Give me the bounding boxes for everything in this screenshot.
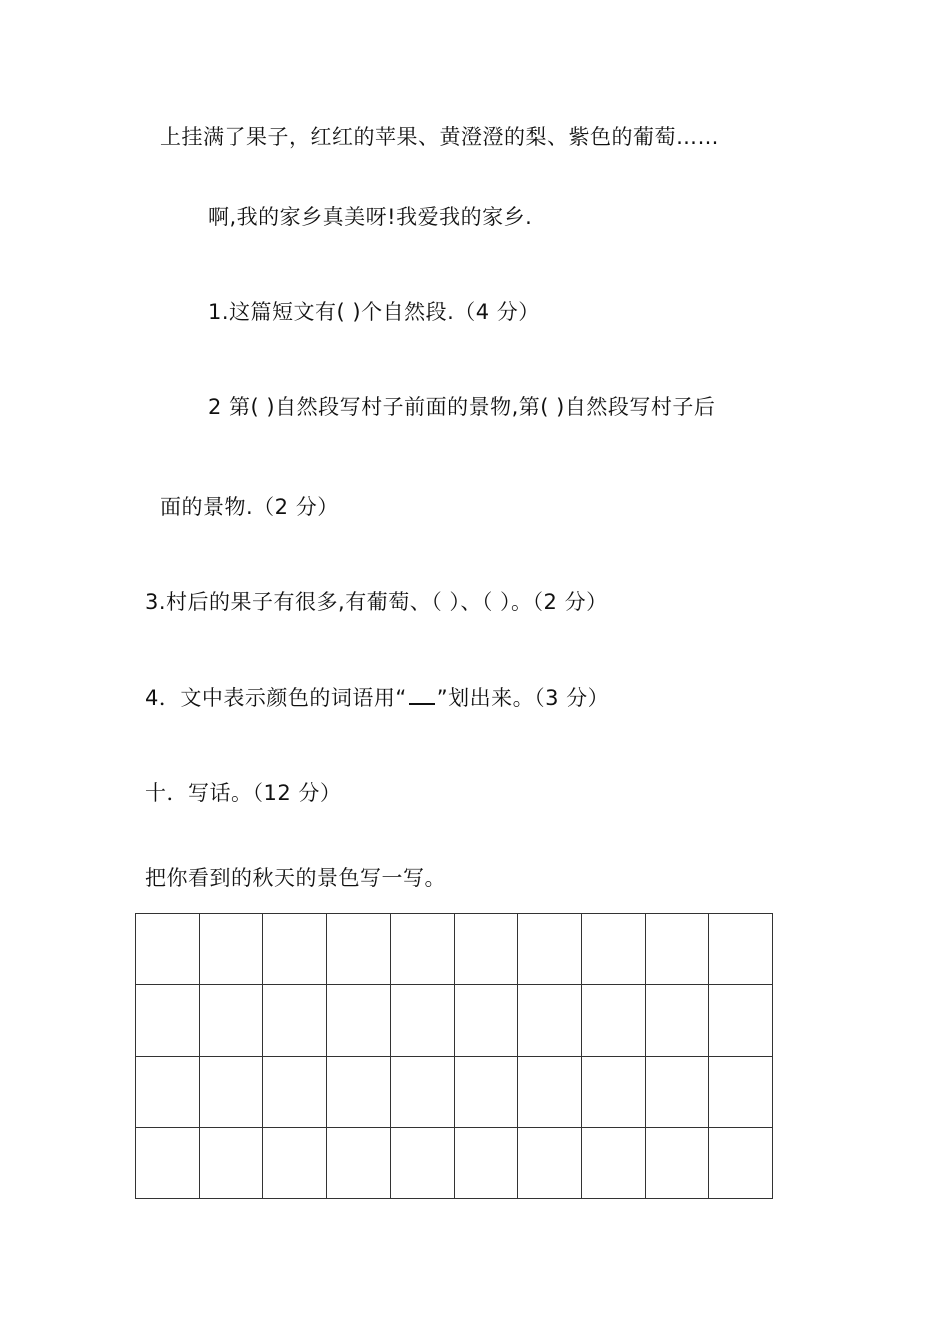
grid-cell[interactable] xyxy=(327,1128,391,1199)
grid-cell[interactable] xyxy=(582,985,646,1056)
grid-cell[interactable] xyxy=(200,985,264,1056)
grid-cell[interactable] xyxy=(200,1057,264,1128)
underline-symbol xyxy=(409,685,435,705)
grid-cell[interactable] xyxy=(327,914,391,985)
grid-cell[interactable] xyxy=(455,1057,519,1128)
grid-cell[interactable] xyxy=(646,914,710,985)
question-3: 3.村后的果子有很多,有葡萄、（ ）、（ ）。（2 分） xyxy=(145,590,608,614)
grid-cell[interactable] xyxy=(327,1057,391,1128)
question-4-prefix: 4．文中表示颜色的词语用“ xyxy=(145,686,407,710)
grid-cell[interactable] xyxy=(327,985,391,1056)
question-2-line-1: 2 第( )自然段写村子前面的景物,第( )自然段写村子后 xyxy=(208,395,716,419)
grid-cell[interactable] xyxy=(200,914,264,985)
grid-cell[interactable] xyxy=(136,1057,200,1128)
grid-cell[interactable] xyxy=(646,985,710,1056)
passage-line-1: 上挂满了果子，红红的苹果、黄澄澄的梨、紫色的葡萄…… xyxy=(160,125,719,149)
grid-cell[interactable] xyxy=(518,1057,582,1128)
grid-cell[interactable] xyxy=(391,1128,455,1199)
grid-cell[interactable] xyxy=(391,1057,455,1128)
question-4 xyxy=(145,684,609,712)
grid-cell[interactable] xyxy=(263,985,327,1056)
grid-cell[interactable] xyxy=(263,1057,327,1128)
question-2-line-2: 面的景物.（2 分） xyxy=(160,495,339,519)
grid-cell[interactable] xyxy=(136,1128,200,1199)
grid-cell[interactable] xyxy=(518,914,582,985)
grid-cell[interactable] xyxy=(646,1128,710,1199)
writing-prompt: 把你看到的秋天的景色写一写。 xyxy=(145,866,446,890)
grid-cell[interactable] xyxy=(709,985,773,1056)
question-1: 1.这篇短文有( )个自然段.（4 分） xyxy=(208,300,540,324)
grid-cell[interactable] xyxy=(136,985,200,1056)
grid-cell[interactable] xyxy=(646,1057,710,1128)
grid-cell[interactable] xyxy=(136,914,200,985)
grid-cell[interactable] xyxy=(455,1128,519,1199)
passage-line-2: 啊,我的家乡真美呀!我爱我的家乡. xyxy=(208,205,533,229)
grid-cell[interactable] xyxy=(391,914,455,985)
question-4-suffix: ”划出来。（3 分） xyxy=(436,686,610,710)
grid-cell[interactable] xyxy=(455,985,519,1056)
grid-cell[interactable] xyxy=(582,1057,646,1128)
grid-cell[interactable] xyxy=(263,914,327,985)
grid-cell[interactable] xyxy=(709,1128,773,1199)
grid-cell[interactable] xyxy=(518,985,582,1056)
section-10-heading: 十．写话。（12 分） xyxy=(145,781,342,805)
grid-cell[interactable] xyxy=(518,1128,582,1199)
grid-cell[interactable] xyxy=(709,914,773,985)
grid-cell[interactable] xyxy=(263,1128,327,1199)
writing-grid[interactable] xyxy=(135,913,773,1199)
grid-cell[interactable] xyxy=(455,914,519,985)
grid-cell[interactable] xyxy=(391,985,455,1056)
grid-cell[interactable] xyxy=(582,914,646,985)
grid-cell[interactable] xyxy=(200,1128,264,1199)
grid-cell[interactable] xyxy=(709,1057,773,1128)
grid-cell[interactable] xyxy=(582,1128,646,1199)
